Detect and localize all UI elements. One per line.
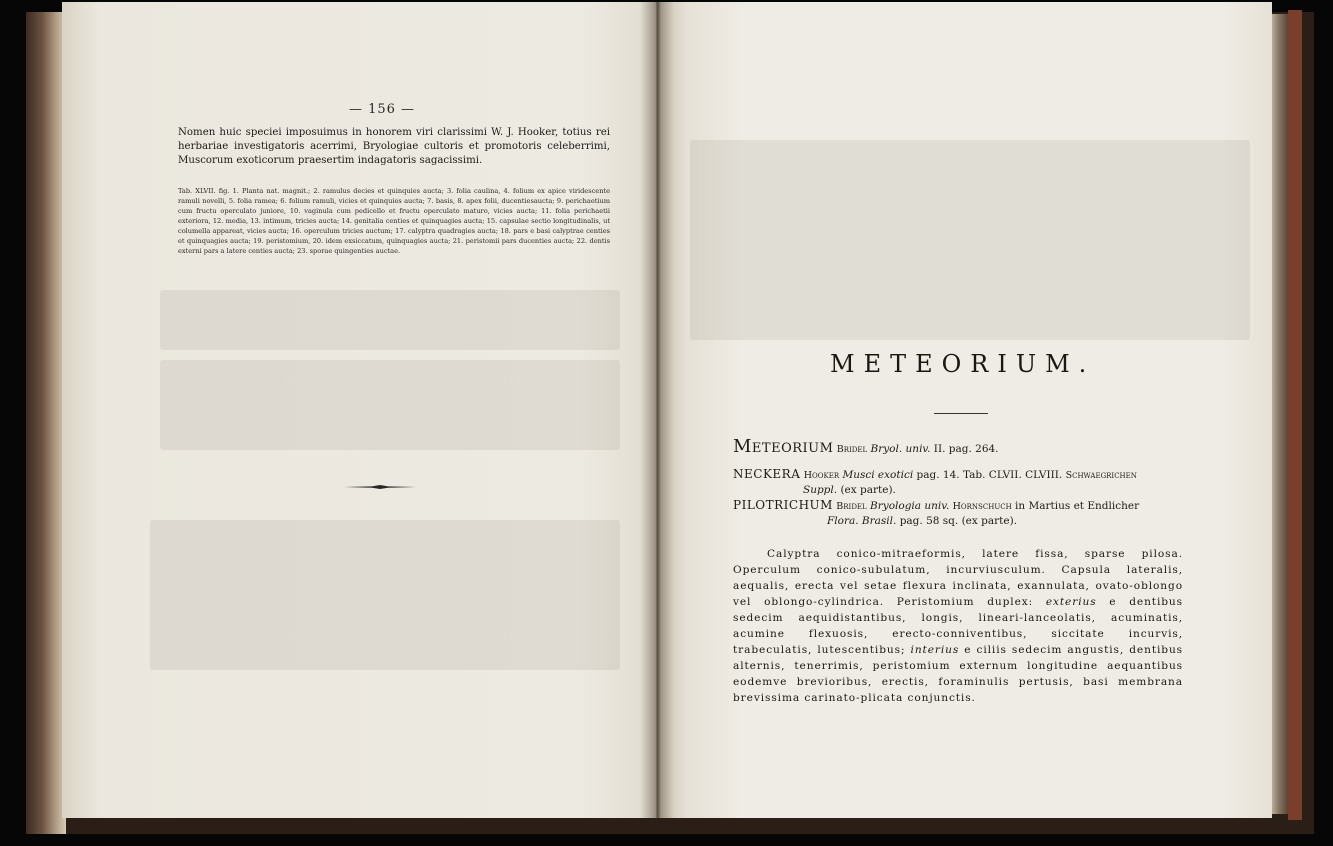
show-through-text: [690, 140, 1250, 340]
synonym-work: Bryologia univ.: [870, 500, 950, 512]
synonym-genus: PILOTRICHUM: [733, 498, 833, 512]
show-through-text: [150, 520, 620, 670]
synonym-genus: NECKERA: [733, 467, 801, 481]
description-text: Calyptra conico-mitraeformis, latere fissa, sparse pilosa. Operculum conico-subulatum, incurviusculum. Capsula lateralis, aequalis, erecta vel setae flexura inclinata, exannulata, ovato-oblongo vel oblongo-cylindrica. Peristomium duplex:: [733, 548, 1183, 608]
synonym-work-2: Suppl.: [803, 484, 838, 496]
synonym-continuation: [733, 483, 1181, 497]
right-binding-cover: [1288, 10, 1302, 820]
synonym-author-2: Hornschuch: [952, 501, 1012, 512]
description-text: e dentibus sedecim aequidistantibus, longis, lineari-lanceolatis, acuminatis, acumine flexuosis, erecto-conniventibus, siccitate incurvis, trabeculatis, lutescentibus;: [733, 596, 1183, 656]
left-binding-edge: [26, 12, 66, 834]
synonym-author: Hooker: [803, 470, 840, 481]
genus-heading: METEORIUM.: [830, 350, 1096, 378]
book-gutter: [640, 2, 674, 818]
synonym-work: Bryol. univ.: [870, 443, 931, 455]
synonym-work: Musci exotici: [842, 469, 914, 481]
ornamental-rule: [344, 484, 416, 490]
synonym-entry: [733, 436, 1181, 457]
page-number: — 156 —: [348, 102, 416, 117]
synonym-entry: [733, 467, 1181, 497]
plate-explanation: Tab. XLVII. fig. 1. Planta nat. magnit.; 2. ramulus decies et quinquies aucta; 3. folia caulina, 4. folium ex apice viridescente ramuli novelli, 5. folia ramea; 6. folium ramuli, vicies et quinquies aucta; 7. basis, 8. apex folii, ducentiesaucta; 9. perichaetium cum fructu operculato juniore, 10. vaginula cum pedicello et fructu operculato maturo, vicies aucta; 11. folia perichaetii exteriora, 12. media, 13. intimum, tricies aucta; 14. genitalia centies et quinquagies aucta; 15. capsulae sectio longitudinalis, ut columella appareat, vicies aucta; 16. operculum tricies auctum; 17. calyptra quadragies aucta; 18. pars e basi calyptrae centies et quinquagies aucta; 19. peristomium, 20. idem exsiccatum, quinquagies aucta; 21. peristomii pars ducenties aucta; 22. dentis externi pars a latere centies aucta; 23. sporae quingenties auctae.: [178, 187, 610, 255]
synonym-work-2: Flora. Brasil.: [827, 515, 897, 527]
dedication-paragraph: Nomen huic speciei imposuimus in honorem viri clarissimi W. J. Hooker, totius rei herbariae investigatoris acerrimi, Bryologiae cultoris et promotoris celeberrimi, Muscorum exoticorum praesertim indagatoris sagacissimi.: [178, 127, 610, 166]
synonym-reference: pag. 58 sq. (ex parte).: [899, 515, 1018, 527]
synonym-entry: [733, 498, 1181, 528]
description-interius: interius: [910, 644, 960, 656]
synonym-note: (ex parte).: [840, 484, 896, 496]
synonym-reference: II. pag. 264.: [933, 443, 999, 455]
synonym-author: Bridel: [836, 444, 868, 455]
description-text: e ciliis sedecim angustis, dentibus alternis, tenerrimis, peristomium externum longitudine aequantibus eodemve brevioribus, erectis, foraminulis pertusis, basi membrana brevissima carinato-plicata conjunctis.: [733, 644, 1184, 704]
show-through-text: [160, 360, 620, 450]
genus-description: [733, 546, 1183, 706]
show-through-text: [160, 290, 620, 350]
synonym-author-2: Schwaegrichen: [1065, 470, 1137, 481]
description-exterius: exterius: [1045, 596, 1097, 608]
synonym-location: in Martius et Endlicher: [1015, 500, 1140, 512]
right-page-edges: [1272, 14, 1288, 814]
synonym-genus: Meteorium: [733, 436, 834, 457]
synonym-author: Bridel: [836, 501, 867, 512]
heading-rule: [934, 413, 988, 414]
synonym-continuation: [733, 514, 1181, 528]
synonym-reference: pag. 14. Tab. CLVII. CLVIII.: [916, 469, 1063, 481]
